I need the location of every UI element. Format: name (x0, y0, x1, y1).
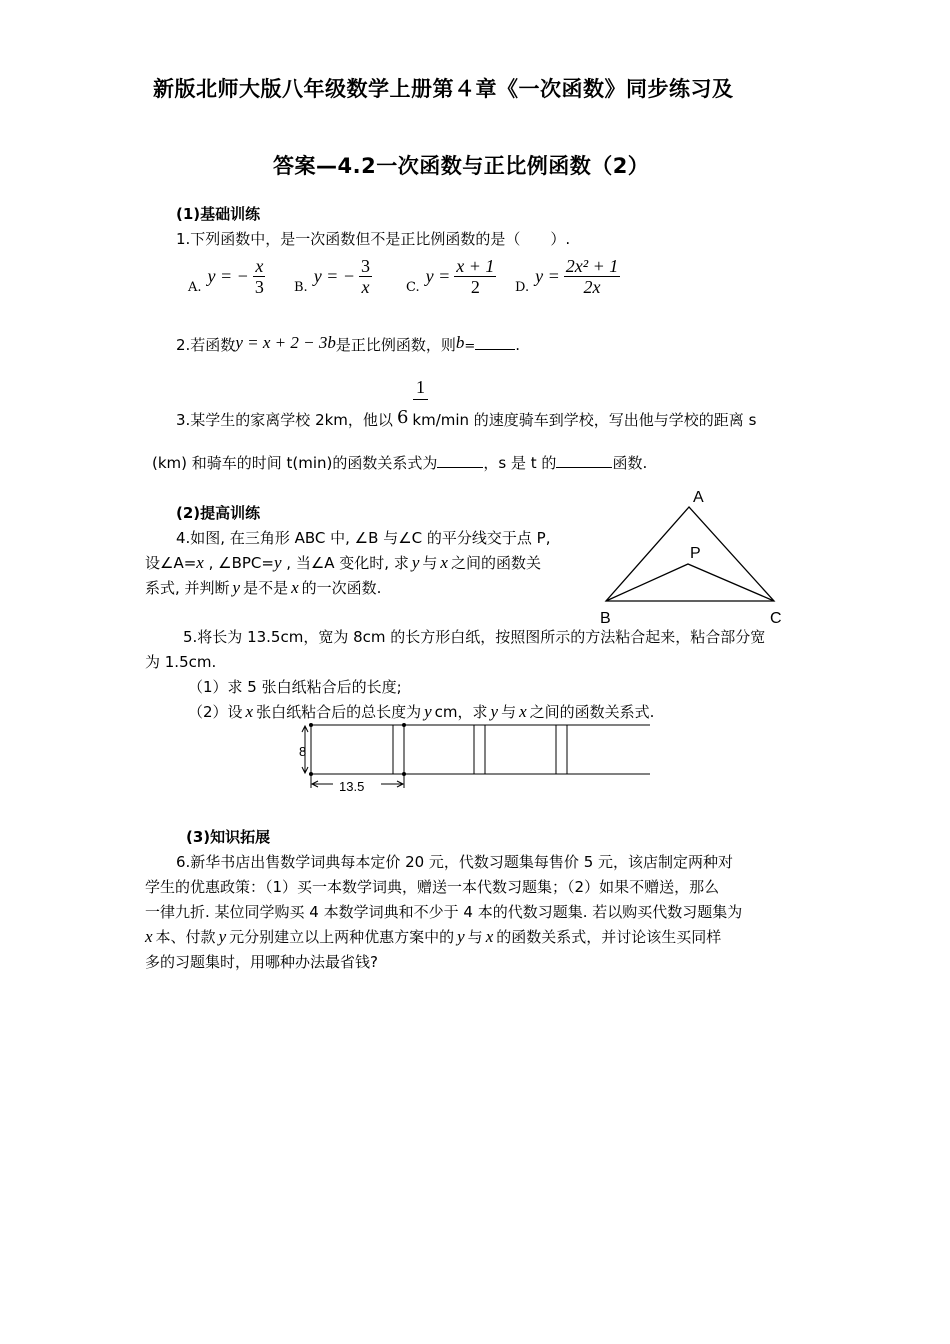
q1-option-letter: D. (515, 280, 530, 295)
q6-line4: x 本、付款 y 元分别建立以上两种优惠方案中的 y 与 x 的函数关系式，并讨论该生买同样 (145, 927, 722, 946)
q1-option-c (406, 256, 496, 297)
q5-line2: 为 1.5cm. (145, 653, 217, 671)
q3-line2: (km) 和骑车的时间 t(min)的函数关系式为 ，s 是 t 的 函数. (152, 454, 648, 472)
q3-answer-blank-1[interactable] (437, 453, 483, 468)
height-label: 8 (299, 744, 307, 759)
q1-option-lhs: y = (535, 266, 560, 286)
q4-line3: 系式, 并判断 y 是不是 x 的一次函数. (145, 578, 382, 597)
q1-option-fraction: $\frac{x}{3}$ (254, 256, 264, 297)
label-b: B (600, 610, 611, 627)
q6-line1: 6.新华书店出售数学词典每本定价 20 元，代数习题集每售价 5 元，该店制定两种对 (176, 853, 734, 871)
section-advanced: (2)提高训练 (176, 504, 261, 522)
q3-answer-blank-2[interactable] (556, 453, 612, 468)
angle-bisectors (606, 564, 774, 601)
q6-line2: 学生的优惠政策：（1）买一本数学词典，赠送一本代数习题集；（2）如果不赠送，那么 (145, 878, 720, 896)
q2-answer-blank[interactable] (475, 335, 515, 350)
q1-option-letter: B. (294, 280, 308, 295)
paper-strip-figure (295, 718, 655, 798)
q1-option-lhs: y = (425, 266, 451, 286)
q1-option-letter: C. (406, 280, 420, 295)
page-title-line2: 答案—4.2一次函数与正比例函数（2） (273, 154, 650, 178)
q6-line3: 一律九折. 某位同学购买 4 本数学词典和不少于 4 本的代数习题集. 若以购买代数习题集为 (145, 903, 743, 921)
label-c: C (770, 610, 782, 627)
q1-option-fraction: $\frac{\text{2x² + 1}}{2x}$ (565, 256, 619, 297)
label-a: A (693, 489, 704, 506)
section-extension: (3)知识拓展 (186, 828, 271, 846)
q3-fraction-num: 1 (416, 377, 425, 397)
q5-sub1: （1）求 5 张白纸粘合后的长度; (188, 678, 402, 696)
q1-option-fraction: $\frac{x + 1}{2}$ (456, 256, 495, 297)
triangle-figure (590, 485, 800, 630)
glue-overlap (474, 725, 485, 774)
q3-fraction-bar (413, 399, 428, 400)
q1-option-b (294, 256, 372, 297)
q1-option-a (188, 256, 266, 297)
q1-option-letter: A. (188, 280, 202, 295)
q2: 2.若函数y = x + 2 − 3b是正比例函数，则b= . (176, 333, 521, 354)
q4-line2: 设∠A=x , ∠BPC=y , 当∠A 变化时, 求 y 与 x 之间的函数关 (145, 553, 541, 572)
glue-overlap (393, 725, 404, 774)
q1-option-fraction: $\frac{3}{x}$ (360, 256, 370, 297)
q2-expression: y = x + 2 − 3b (235, 333, 336, 352)
q5-line1: 5.将长为 13.5cm，宽为 8cm 的长方形白纸，按照图所示的方法粘合起来，粘合部分宽 (183, 628, 766, 646)
length-label: 13.5 (339, 779, 365, 794)
page-title-line1: 新版北师大版八年级数学上册第４章《一次函数》同步练习及 (153, 77, 734, 101)
q1-option-lhs: y = − (313, 266, 355, 286)
q5-sub2: （2）设 x 张白纸粘合后的总长度为 y cm，求 y 与 x 之间的函数关系式. (188, 702, 655, 721)
q1-stem: 1.下列函数中，是一次函数但不是正比例函数的是（ ）. (176, 230, 571, 248)
q6-line5: 多的习题集时，用哪种办法最省钱? (145, 953, 378, 971)
glue-overlap (556, 725, 567, 774)
label-p: P (690, 545, 701, 562)
q4-line1: 4.如图, 在三角形 ABC 中, ∠B 与∠C 的平分线交于点 P, (176, 529, 551, 547)
q3-line1: 3.某学生的家离学校 2km，他以 6 km/min 的速度骑车到学校，写出他与学校的距离 s (176, 407, 757, 429)
q1-option-d (515, 256, 620, 297)
q1-option-lhs: y = − (207, 266, 249, 286)
section-basic: (1)基础训练 (176, 205, 261, 223)
